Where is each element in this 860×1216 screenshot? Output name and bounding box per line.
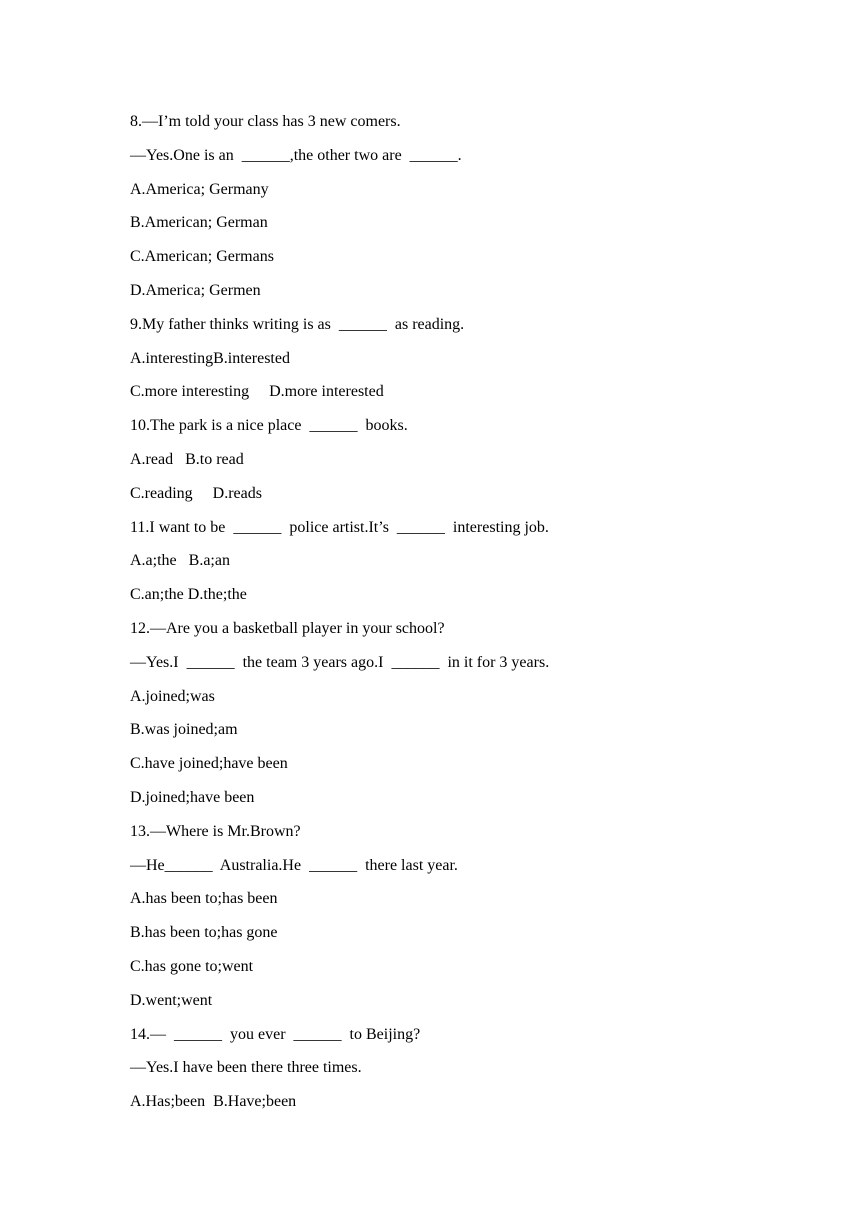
question-13-option-b: B.has been to;has gone: [130, 924, 278, 942]
question-12-option-d: D.joined;have been: [130, 788, 255, 806]
question-10-stem: 10.The park is a nice place ______ books.: [130, 417, 408, 435]
question-8-response: —Yes.One is an ______,the other two are ______.: [130, 146, 462, 164]
question-9-options-ab: A.interestingB.interested: [130, 349, 290, 367]
question-12-option-c: C.have joined;have been: [130, 755, 288, 773]
question-13-option-c: C.has gone to;went: [130, 957, 254, 975]
question-11-stem: 11.I want to be ______ police artist.It’s ______ interesting job.: [130, 518, 549, 536]
question-13-option-a: A.has been to;has been: [130, 890, 278, 908]
question-13-stem: 13.—Where is Mr.Brown?: [130, 822, 301, 840]
question-8-option-b: B.American; German: [130, 214, 268, 232]
question-13-response: —He______ Australia.He ______ there last year.: [130, 856, 458, 874]
question-10-options-ab: A.read B.to read: [130, 450, 244, 468]
question-12-option-b: B.was joined;am: [130, 721, 238, 739]
question-11-options-ab: A.a;the B.a;an: [130, 552, 230, 570]
question-8-option-a: A.America; Germany: [130, 180, 269, 198]
question-14-options-ab: A.Has;been B.Have;been: [130, 1093, 297, 1111]
question-10-options-cd: C.reading D.reads: [130, 484, 262, 502]
question-list: [130, 109, 830, 1123]
question-12-response: —Yes.I ______ the team 3 years ago.I ______ in it for 3 years.: [130, 653, 550, 671]
question-9-options-cd: C.more interesting D.more interested: [130, 383, 384, 401]
question-12-option-a: A.joined;was: [130, 687, 215, 705]
question-8-option-d: D.America; Germen: [130, 281, 261, 299]
question-9-stem: 9.My father thinks writing is as ______ as reading.: [130, 315, 465, 333]
question-8-stem: 8.—I’m told your class has 3 new comers.: [130, 113, 401, 130]
question-13-option-d: D.went;went: [130, 991, 213, 1009]
question-12-stem: 12.—Are you a basketball player in your school?: [130, 619, 445, 637]
question-8-option-c: C.American; Germans: [130, 248, 274, 266]
question-11-options-cd: C.an;the D.the;the: [130, 586, 247, 604]
question-14-stem: 14.— ______ you ever ______ to Beijing?: [130, 1025, 421, 1043]
question-14-response: —Yes.I have been there three times.: [130, 1059, 362, 1077]
